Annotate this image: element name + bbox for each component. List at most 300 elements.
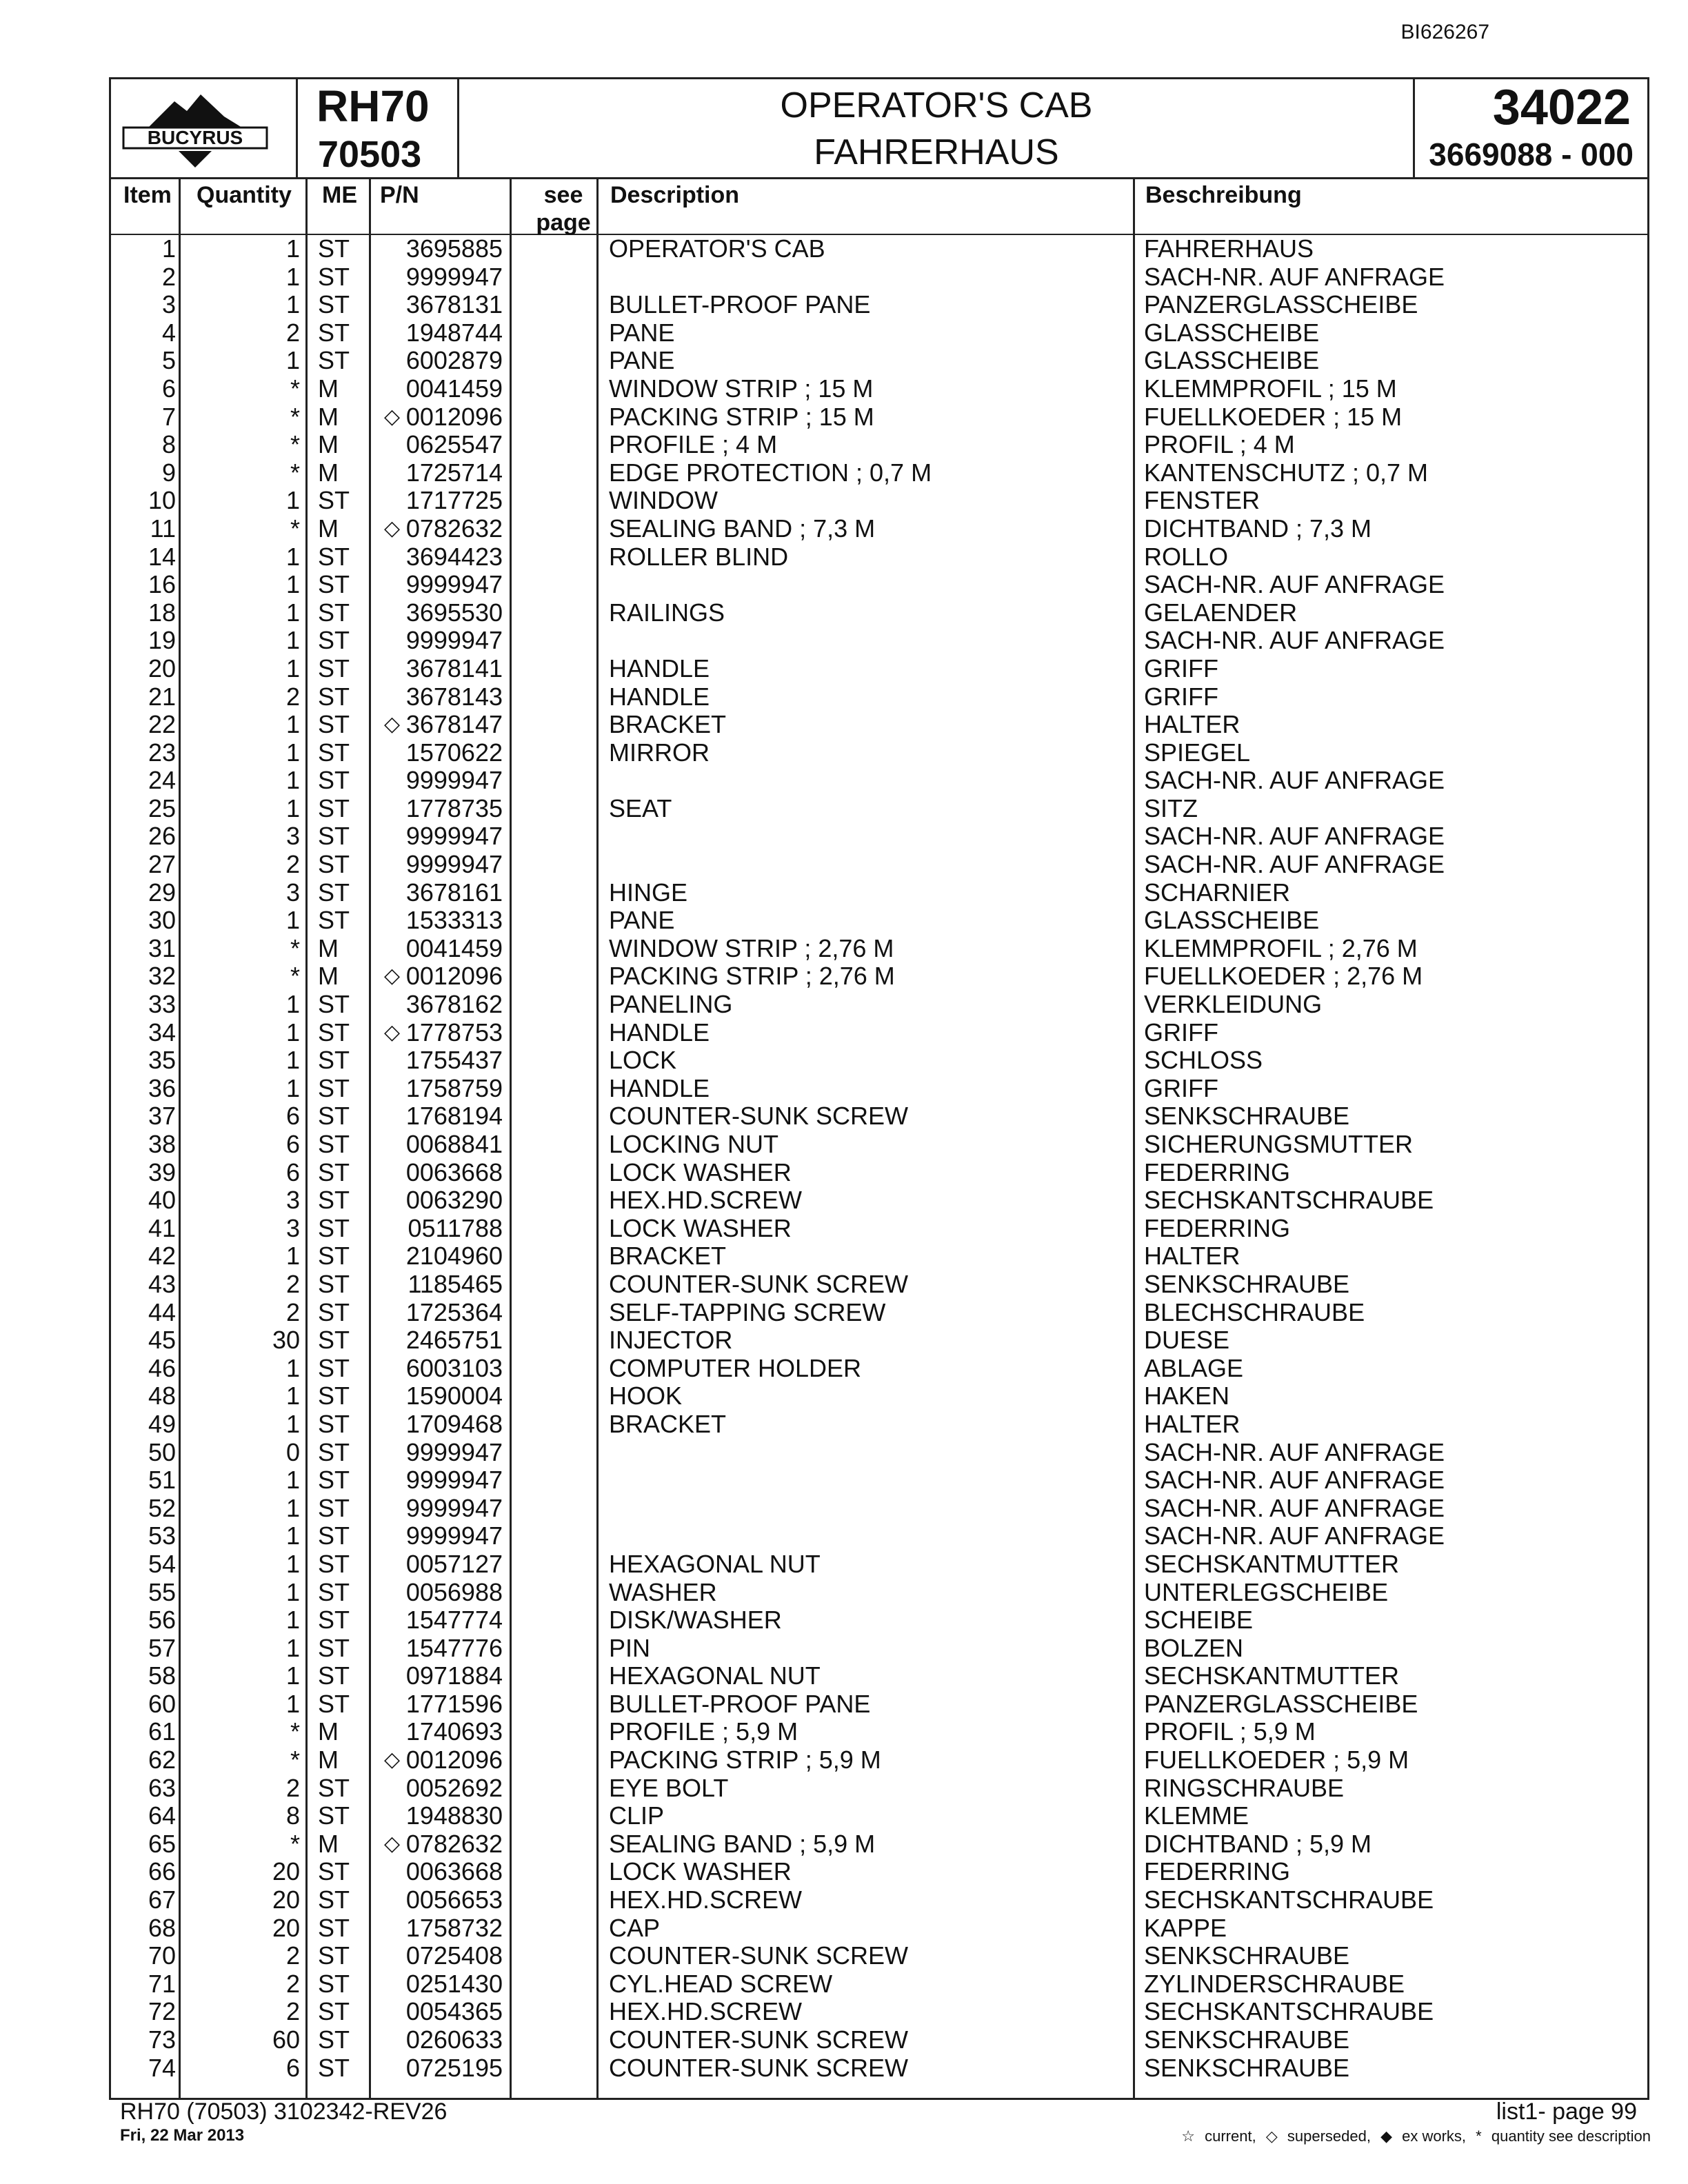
unit: M: [318, 1829, 339, 1858]
item-number: 24: [148, 766, 176, 795]
quantity: 20: [272, 1857, 300, 1886]
unit: ST: [318, 1913, 350, 1942]
part-number: 0511788: [408, 1213, 503, 1242]
logo-text: BUCYRUS: [147, 127, 243, 148]
table-row: [111, 1215, 1647, 1243]
beschreibung: SENKSCHRAUBE: [1144, 1269, 1350, 1298]
quantity: 1: [285, 234, 300, 263]
quantity: 1: [285, 1493, 300, 1522]
status-mark: ◇: [384, 516, 401, 540]
quantity: 1: [285, 486, 300, 515]
item-number: 41: [148, 1213, 176, 1242]
item-number: 50: [148, 1437, 176, 1466]
part-number: 0041459: [405, 374, 503, 403]
description: PACKING STRIP ; 2,76 M: [609, 962, 895, 991]
quantity: 3: [285, 878, 300, 907]
unit: ST: [318, 1969, 350, 1998]
beschreibung: SACH-NR. AUF ANFRAGE: [1144, 570, 1445, 599]
table-row: [111, 1466, 1647, 1495]
item-number: 67: [148, 1885, 176, 1914]
description: HANDLE: [609, 1018, 710, 1046]
description: HANDLE: [609, 1073, 710, 1102]
item-number: 40: [148, 1186, 176, 1215]
status-mark: ◇: [384, 1020, 401, 1044]
description: COUNTER-SUNK SCREW: [609, 1102, 909, 1131]
unit: ST: [318, 1941, 350, 1970]
part-number: 1740693: [405, 1717, 503, 1746]
item-number: 54: [148, 1549, 176, 1578]
beschreibung: KLEMMPROFIL ; 2,76 M: [1144, 933, 1418, 962]
description: DISK/WASHER: [609, 1606, 782, 1635]
beschreibung: HALTER: [1144, 1409, 1240, 1438]
item-number: 39: [148, 1157, 176, 1186]
part-number: 9999947: [405, 822, 503, 851]
quantity: 1: [285, 738, 300, 767]
table-row: [111, 375, 1647, 403]
quantity: 1: [285, 1466, 300, 1495]
item-number: 10: [148, 486, 176, 515]
table-row: [111, 431, 1647, 459]
part-number: 9999947: [405, 1521, 503, 1550]
beschreibung: GRIFF: [1144, 1073, 1218, 1102]
description: HEX.HD.SCREW: [609, 1997, 803, 2026]
quantity: 1: [285, 262, 300, 291]
beschreibung: GELAENDER: [1144, 598, 1298, 627]
quantity: 1: [285, 1633, 300, 1662]
table-row: [111, 1075, 1647, 1103]
beschreibung: HAKEN: [1144, 1382, 1230, 1410]
table-row: [111, 1355, 1647, 1383]
item-number: 73: [148, 2025, 176, 2054]
footer-document-reference: RH70 (70503) 3102342-REV26: [120, 2099, 448, 2125]
title-english: OPERATOR'S CAB: [780, 85, 1093, 125]
quantity: 1: [285, 1073, 300, 1102]
table-row: [111, 935, 1647, 963]
item-number: 37: [148, 1102, 176, 1131]
table-row: [111, 1522, 1647, 1550]
table-row: [111, 683, 1647, 711]
part-number: 1533313: [405, 906, 503, 935]
description: CYL.HEAD SCREW: [609, 1969, 833, 1998]
part-number: 3678147: [405, 710, 503, 739]
item-number: 66: [148, 1857, 176, 1886]
table-row: [111, 1410, 1647, 1439]
quantity: 60: [272, 2025, 300, 2054]
quantity: 1: [285, 906, 300, 935]
beschreibung: BLECHSCHRAUBE: [1144, 1297, 1365, 1326]
beschreibung: GRIFF: [1144, 1018, 1218, 1046]
beschreibung: PANZERGLASSCHEIBE: [1144, 1689, 1418, 1718]
description: PANELING: [609, 990, 733, 1019]
beschreibung: SACH-NR. AUF ANFRAGE: [1144, 1521, 1445, 1550]
beschreibung: SENKSCHRAUBE: [1144, 1941, 1350, 1970]
col-beschreibung: Beschreibung: [1145, 182, 1302, 208]
quantity: 2: [285, 682, 300, 711]
item-number: 35: [148, 1046, 176, 1075]
unit: M: [318, 430, 339, 459]
description: HOOK: [609, 1382, 683, 1410]
quantity: 3: [285, 1213, 300, 1242]
description: BULLET-PROOF PANE: [609, 290, 871, 319]
description: EDGE PROTECTION ; 0,7 M: [609, 458, 932, 487]
item-number: 71: [148, 1969, 176, 1998]
diamond-filled-icon: ◆: [1380, 2127, 1392, 2145]
table-row: [111, 1830, 1647, 1859]
status-mark: ◇: [384, 405, 401, 428]
part-number: 3694423: [405, 542, 503, 571]
part-number: 2104960: [405, 1242, 503, 1271]
table-row: [111, 291, 1647, 319]
beschreibung: KLEMMPROFIL ; 15 M: [1144, 374, 1397, 403]
unit: ST: [318, 2053, 350, 2082]
beschreibung: SACH-NR. AUF ANFRAGE: [1144, 1437, 1445, 1466]
item-number: 22: [148, 710, 176, 739]
part-number: 0782632: [405, 1829, 503, 1858]
description: COUNTER-SUNK SCREW: [609, 2025, 909, 2054]
unit: ST: [318, 2025, 350, 2054]
item-number: 49: [148, 1409, 176, 1438]
quantity: 1: [285, 346, 300, 375]
unit: ST: [318, 850, 350, 879]
table-row: [111, 1942, 1647, 1970]
part-number: 0063290: [405, 1186, 503, 1215]
item-number: 30: [148, 906, 176, 935]
item-number: 62: [148, 1746, 176, 1775]
table-row: [111, 627, 1647, 655]
beschreibung: SACH-NR. AUF ANFRAGE: [1144, 822, 1445, 851]
quantity: 1: [285, 1242, 300, 1271]
quantity: 6: [285, 1157, 300, 1186]
beschreibung: SCHEIBE: [1144, 1606, 1254, 1635]
quantity: 2: [285, 1297, 300, 1326]
part-number: 1725364: [405, 1297, 503, 1326]
description: LOCK: [609, 1046, 677, 1075]
unit: ST: [318, 1493, 350, 1522]
unit: ST: [318, 1773, 350, 1802]
part-number: 1948830: [405, 1801, 503, 1830]
item-number: 20: [148, 654, 176, 682]
legend-current: current,: [1205, 2127, 1256, 2145]
unit: ST: [318, 1801, 350, 1830]
description: COMPUTER HOLDER: [609, 1353, 862, 1382]
item-number: 60: [148, 1689, 176, 1718]
unit: ST: [318, 1157, 350, 1186]
unit: ST: [318, 1689, 350, 1718]
legend: [1176, 2127, 1651, 2145]
item-number: 45: [148, 1326, 176, 1355]
item-number: 26: [148, 822, 176, 851]
table-row: [111, 543, 1647, 572]
part-number: 6002879: [405, 346, 503, 375]
table-row: [111, 1242, 1647, 1271]
description: PANE: [609, 318, 675, 347]
item-number: 19: [148, 626, 176, 655]
star-icon: ☆: [1181, 2127, 1195, 2145]
beschreibung: SACH-NR. AUF ANFRAGE: [1144, 262, 1445, 291]
unit: ST: [318, 1297, 350, 1326]
unit: ST: [318, 1857, 350, 1886]
part-number: 0260633: [405, 2025, 503, 2054]
item-number: 21: [148, 682, 176, 711]
item-number: 65: [148, 1829, 176, 1858]
unit: M: [318, 514, 339, 543]
description: LOCK WASHER: [609, 1157, 792, 1186]
unit: ST: [318, 346, 350, 375]
part-number: 0012096: [405, 962, 503, 991]
item-number: 32: [148, 962, 176, 991]
part-number: 0063668: [405, 1857, 503, 1886]
part-number: 3678131: [405, 290, 503, 319]
part-number: 0971884: [405, 1661, 503, 1690]
item-number: 43: [148, 1269, 176, 1298]
beschreibung: PROFIL ; 5,9 M: [1144, 1717, 1316, 1746]
item-number: 1: [161, 234, 176, 263]
beschreibung: FEDERRING: [1144, 1157, 1291, 1186]
part-number: 0251430: [405, 1969, 503, 1998]
column-header-row: [111, 177, 1647, 235]
item-number: 58: [148, 1661, 176, 1690]
table-row: [111, 1046, 1647, 1075]
document-id: BI626267: [1400, 21, 1489, 43]
legend-quantity: quantity see description: [1491, 2127, 1651, 2145]
table-row: [111, 1858, 1647, 1886]
part-number: 1771596: [405, 1689, 503, 1718]
unit: ST: [318, 1073, 350, 1102]
item-number: 5: [161, 346, 176, 375]
unit: ST: [318, 1633, 350, 1662]
table-row: [111, 1718, 1647, 1746]
quantity: *: [290, 1746, 300, 1775]
beschreibung: SCHARNIER: [1144, 878, 1291, 907]
beschreibung: SICHERUNGSMUTTER: [1144, 1130, 1414, 1158]
quantity: 1: [285, 1046, 300, 1075]
table-row: [111, 991, 1647, 1019]
part-number: 3695530: [405, 598, 503, 627]
table-row: [111, 1019, 1647, 1047]
quantity: 1: [285, 710, 300, 739]
beschreibung: PROFIL ; 4 M: [1144, 430, 1295, 459]
quantity: 8: [285, 1801, 300, 1830]
table-row: [111, 1746, 1647, 1775]
unit: ST: [318, 1885, 350, 1914]
unit: ST: [318, 738, 350, 767]
quantity: 2: [285, 1997, 300, 2026]
quantity: 1: [285, 654, 300, 682]
beschreibung: GRIFF: [1144, 654, 1218, 682]
description: PANE: [609, 906, 675, 935]
quantity: 2: [285, 1941, 300, 1970]
table-row: [111, 767, 1647, 795]
part-number: 0782632: [405, 514, 503, 543]
table-row: [111, 2054, 1647, 2083]
item-number: 11: [150, 514, 176, 543]
quantity: 1: [285, 1577, 300, 1606]
unit: ST: [318, 1549, 350, 1578]
beschreibung: KAPPE: [1144, 1913, 1227, 1942]
header-block: [111, 79, 1647, 179]
unit: ST: [318, 906, 350, 935]
unit: ST: [318, 1409, 350, 1438]
description: PROFILE ; 4 M: [609, 430, 778, 459]
item-number: 46: [148, 1353, 176, 1382]
diamond-outline-icon: ◇: [1265, 2127, 1278, 2145]
item-number: 72: [148, 1997, 176, 2026]
beschreibung: RINGSCHRAUBE: [1144, 1773, 1345, 1802]
part-number: 0041459: [405, 933, 503, 962]
model-number: 70503: [318, 134, 422, 175]
unit: ST: [318, 1577, 350, 1606]
assembly-part-number: 3669088 - 000: [1429, 136, 1634, 172]
part-number: 1948744: [405, 318, 503, 347]
item-number: 34: [148, 1018, 176, 1046]
part-number: 0057127: [405, 1549, 503, 1578]
legend-superseded: superseded,: [1287, 2127, 1371, 2145]
table-row: [111, 1914, 1647, 1943]
item-number: 23: [148, 738, 176, 767]
quantity: 1: [285, 1661, 300, 1690]
beschreibung: GLASSCHEIBE: [1144, 318, 1320, 347]
table-row: [111, 1690, 1647, 1719]
beschreibung: UNTERLEGSCHEIBE: [1144, 1577, 1389, 1606]
unit: ST: [318, 1242, 350, 1271]
beschreibung: ABLAGE: [1144, 1353, 1244, 1382]
table-row: [111, 1886, 1647, 1914]
part-number: 3695885: [405, 234, 503, 263]
beschreibung: FEDERRING: [1144, 1857, 1291, 1886]
col-see-page: see page: [536, 182, 591, 236]
beschreibung: SENKSCHRAUBE: [1144, 2053, 1350, 2082]
table-row: [111, 1970, 1647, 1999]
description: LOCK WASHER: [609, 1857, 792, 1886]
description: CLIP: [609, 1801, 665, 1830]
quantity: *: [290, 514, 300, 543]
beschreibung: FUELLKOEDER ; 15 M: [1144, 402, 1403, 431]
unit: ST: [318, 990, 350, 1019]
description: WINDOW STRIP ; 15 M: [609, 374, 874, 403]
quantity: *: [290, 430, 300, 459]
beschreibung: FAHRERHAUS: [1144, 234, 1314, 263]
table-row: [111, 1635, 1647, 1663]
item-number: 68: [148, 1913, 176, 1942]
unit: ST: [318, 1130, 350, 1158]
part-number: 0056988: [405, 1577, 503, 1606]
quantity: 3: [285, 1186, 300, 1215]
unit: ST: [318, 1213, 350, 1242]
unit: ST: [318, 1186, 350, 1215]
table-row: [111, 1662, 1647, 1690]
group-number: 34022: [1492, 80, 1631, 135]
unit: M: [318, 1717, 339, 1746]
quantity: *: [290, 1829, 300, 1858]
quantity: 1: [285, 1521, 300, 1550]
item-number: 56: [148, 1606, 176, 1635]
item-number: 25: [148, 793, 176, 822]
item-number: 55: [148, 1577, 176, 1606]
status-mark: ◇: [384, 713, 401, 736]
part-number: 1590004: [405, 1382, 503, 1410]
quantity: 3: [285, 822, 300, 851]
beschreibung: FUELLKOEDER ; 5,9 M: [1144, 1746, 1409, 1775]
quantity: 1: [285, 1382, 300, 1410]
table-row: [111, 347, 1647, 375]
table-row: [111, 1998, 1647, 2026]
quantity: 1: [285, 793, 300, 822]
quantity: *: [290, 933, 300, 962]
description: PACKING STRIP ; 15 M: [609, 402, 874, 431]
unit: ST: [318, 1997, 350, 2026]
quantity: 1: [285, 1409, 300, 1438]
beschreibung: KLEMME: [1144, 1801, 1249, 1830]
table-row: [111, 1495, 1647, 1523]
unit: ST: [318, 570, 350, 599]
table-row: [111, 599, 1647, 627]
quantity: 2: [285, 1969, 300, 1998]
table-row: [111, 319, 1647, 347]
beschreibung: KANTENSCHUTZ ; 0,7 M: [1144, 458, 1429, 487]
table-row: [111, 1131, 1647, 1159]
part-number: 0054365: [405, 1997, 503, 2026]
status-mark: ◇: [384, 1832, 401, 1855]
table-row: [111, 1382, 1647, 1410]
description: BRACKET: [609, 710, 727, 739]
table-row: [111, 459, 1647, 487]
quantity: 2: [285, 850, 300, 879]
table-row: [111, 571, 1647, 599]
item-number: 9: [161, 458, 176, 487]
table-row: [111, 907, 1647, 935]
table-row: [111, 1606, 1647, 1635]
part-number: 1547776: [405, 1633, 503, 1662]
col-pn: P/N: [380, 182, 419, 208]
beschreibung: DUESE: [1144, 1326, 1230, 1355]
description: LOCK WASHER: [609, 1213, 792, 1242]
quantity: *: [290, 374, 300, 403]
part-number: 1709468: [405, 1409, 503, 1438]
beschreibung: ZYLINDERSCHRAUBE: [1144, 1969, 1405, 1998]
unit: ST: [318, 1046, 350, 1075]
quantity: 2: [285, 1773, 300, 1802]
quantity: 20: [272, 1913, 300, 1942]
part-number: 1758732: [405, 1913, 503, 1942]
beschreibung: SPIEGEL: [1144, 738, 1251, 767]
unit: M: [318, 933, 339, 962]
description: HANDLE: [609, 682, 710, 711]
unit: M: [318, 402, 339, 431]
part-number: 0725195: [405, 2053, 503, 2082]
table-row: [111, 711, 1647, 739]
col-quantity: Quantity: [197, 182, 292, 208]
item-number: 63: [148, 1773, 176, 1802]
beschreibung: SACH-NR. AUF ANFRAGE: [1144, 766, 1445, 795]
description: COUNTER-SUNK SCREW: [609, 2053, 909, 2082]
description: BRACKET: [609, 1242, 727, 1271]
unit: ST: [318, 290, 350, 319]
beschreibung: BOLZEN: [1144, 1633, 1244, 1662]
description: OPERATOR'S CAB: [609, 234, 825, 263]
part-number: 9999947: [405, 766, 503, 795]
legend-ex-works: ex works,: [1402, 2127, 1467, 2145]
status-mark: ◇: [384, 1748, 401, 1772]
table-row: [111, 1159, 1647, 1187]
table-row: [111, 739, 1647, 767]
part-number: 1717725: [405, 486, 503, 515]
quantity: 2: [285, 318, 300, 347]
description: CAP: [609, 1913, 661, 1942]
quantity: 1: [285, 766, 300, 795]
quantity: 1: [285, 598, 300, 627]
quantity: 6: [285, 1130, 300, 1158]
beschreibung: FEDERRING: [1144, 1213, 1291, 1242]
